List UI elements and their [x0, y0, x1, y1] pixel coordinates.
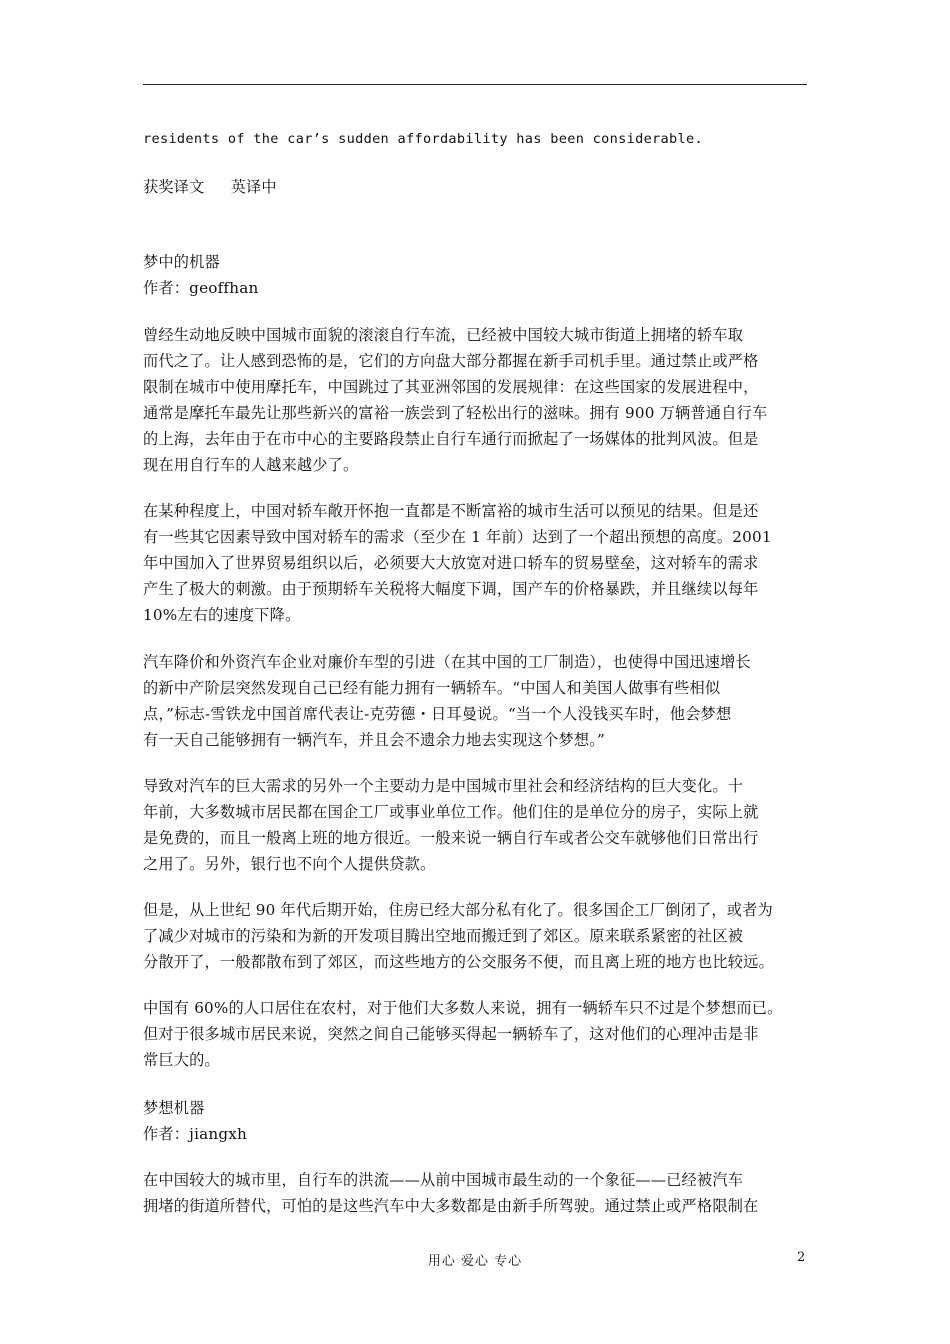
text-line: 10%左右的速度下降。: [143, 606, 301, 624]
footer-text: 用心 爱心 专心: [427, 1254, 523, 1269]
text-line: 而代之了。让人感到恐怖的是，它们的方向盘大部分都握在新手司机手里。通过禁止或严格: [143, 352, 759, 370]
section-heading: [143, 177, 277, 197]
text-line: 分散开了，一般都散布到了郊区，而这些地方的公交服务不便，而且离上班的地方也比较远。: [143, 953, 774, 971]
text-line: 年中国加入了世界贸易组织以后，必须要大大放宽对进口轿车的贸易壁垒，这对轿车的需求: [143, 554, 759, 572]
text-line: 点，”标志-雪铁龙中国首席代表让-克劳德・日耳曼说。“当一个人没钱买车时，他会梦想: [143, 705, 732, 723]
text-line: 常巨大的。: [143, 1051, 220, 1069]
text-line: 拥堵的街道所替代，可怕的是这些汽车中大多数都是由新手所驾驶。通过禁止或严格限制在: [143, 1197, 759, 1215]
section-heading-label: 获奖译文: [143, 178, 205, 196]
text-line: 导致对汽车的巨大需求的另外一个主要动力是中国城市里社会和经济结构的巨大变化。十: [143, 777, 744, 795]
text-line: 在中国较大的城市里，自行车的洪流——从前中国城市最生动的一个象征——已经被汽车: [143, 1171, 744, 1189]
text-line: 曾经生动地反映中国城市面貌的滚滚自行车流，已经被中国较大城市街道上拥堵的轿车取: [143, 326, 744, 344]
intro-line: residents of the car’s sudden affordability has been considerable.: [143, 131, 703, 147]
section-heading-sublabel: 英译中: [230, 178, 277, 196]
text-line: 产生了极大的刺激。由于预期轿车关税将大幅度下调，国产车的价格暴跌，并且继续以每年: [143, 580, 759, 598]
text-line: 有一些其它因素导致中国对轿车的需求（至少在 1 年前）达到了一个超出预想的高度。2001: [143, 528, 772, 546]
text-line: 中国有 60%的人口居住在农村，对于他们大多数人来说，拥有一辆轿车只不过是个梦想而已。: [143, 999, 783, 1017]
text-line: 是免费的，而且一般离上班的地方很近。一般来说一辆自行车或者公交车就够他们日常出行: [143, 829, 759, 847]
text-line: 汽车降价和外资汽车企业对廉价车型的引进（在其中国的工厂制造），也使得中国迅速增长: [143, 653, 751, 671]
text-line: 年前，大多数城市居民都在国企工厂或事业单位工作。他们住的是单位分的房子，实际上就: [143, 803, 759, 821]
header-rule: [143, 84, 807, 85]
text-line: 有一天自己能够拥有一辆汽车，并且会不遗余力地去实现这个梦想。”: [143, 731, 605, 749]
text-line: 了减少对城市的污染和为新的开发项目腾出空地而搬迁到了郊区。原来联系紧密的社区被: [143, 927, 744, 945]
text-line: 通常是摩托车最先让那些新兴的富裕一族尝到了轻松出行的滋味。拥有 900 万辆普通自行车: [143, 404, 768, 422]
text-line: 的新中产阶层突然发现自己已经有能力拥有一辆轿车。“中国人和美国人做事有些相似: [143, 679, 721, 697]
text-line: 的上海，去年由于在市中心的主要路段禁止自行车通行而掀起了一场媒体的批判风波。但是: [143, 430, 759, 448]
entry-title: 梦想机器: [143, 1099, 205, 1117]
entry-author: 作者：geoffhan: [143, 279, 259, 297]
text-line: 但对于很多城市居民来说，突然之间自己能够买得起一辆轿车了，这对他们的心理冲击是非: [143, 1025, 759, 1043]
text-line: 限制在城市中使用摩托车，中国跳过了其亚洲邻国的发展规律：在这些国家的发展进程中，: [143, 378, 759, 396]
page-number: 2: [797, 1250, 806, 1265]
text-line: 在某种程度上，中国对轿车敞开怀抱一直都是不断富裕的城市生活可以预见的结果。但是还: [143, 502, 759, 520]
text-line: 但是，从上世纪 90 年代后期开始，住房已经大部分私有化了。很多国企工厂倒闭了，或者为: [143, 901, 773, 919]
text-line: 之用了。另外，银行也不向个人提供贷款。: [143, 855, 436, 873]
entry-author: 作者：jiangxh: [143, 1125, 248, 1143]
text-line: 现在用自行车的人越来越少了。: [143, 456, 359, 474]
entry-title: 梦中的机器: [143, 253, 220, 271]
